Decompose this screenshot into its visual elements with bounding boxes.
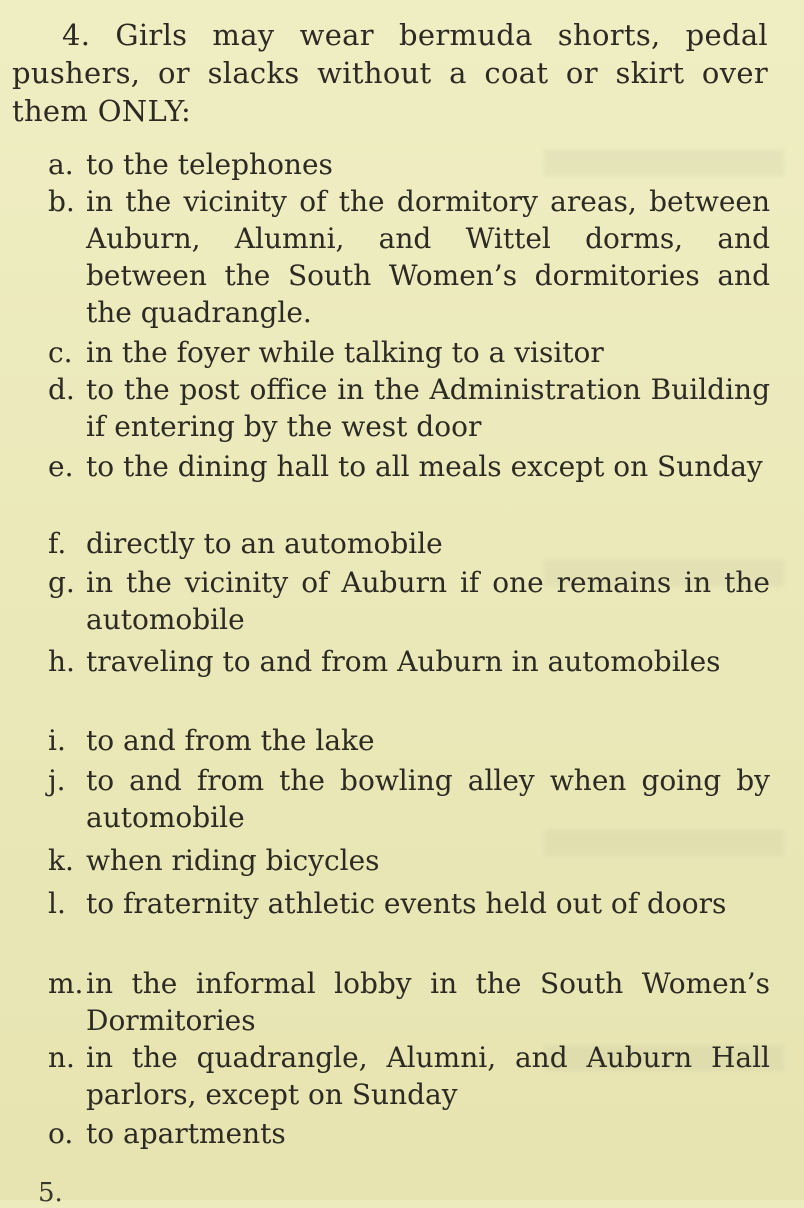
list-item-text: to and from the bowling alley when going by automobile — [86, 764, 770, 834]
list-item-text: in the foyer while talking to a visitor — [86, 336, 604, 369]
list-item-text: to apartments — [86, 1117, 286, 1150]
list-item — [48, 722, 770, 759]
rule-number: 4. — [62, 18, 91, 52]
list-marker: k. — [48, 844, 74, 877]
list-item-text: traveling to and from Auburn in automobiles — [86, 645, 721, 678]
list-item — [48, 564, 770, 638]
list-marker: j. — [48, 764, 66, 797]
heading-line-3: them ONLY: — [12, 94, 192, 128]
list-item-text: when riding bicycles — [86, 844, 380, 877]
list-marker: i. — [48, 724, 66, 757]
list-item — [48, 448, 770, 485]
list-marker: m. — [48, 967, 84, 1000]
list-item-text: directly to an automobile — [86, 527, 443, 560]
heading-line-2: pushers, or slacks without a coat or skirt over — [12, 56, 768, 90]
list-item-text: to the telephones — [86, 148, 333, 181]
list-item — [48, 643, 770, 680]
list-marker: a. — [48, 148, 74, 181]
list-item — [48, 146, 770, 183]
list-marker: l. — [48, 887, 66, 920]
heading-line-1: 4. Girls may wear bermuda shorts, pedal — [62, 18, 768, 52]
list-item-text: in the vicinity of Auburn if one remains in the automobile — [86, 566, 770, 636]
list-marker: o. — [48, 1117, 74, 1150]
list-item-text: in the vicinity of the dormitory areas, between Auburn, Alumni, and Wittel dorms, and between the South Women’s dormitories and the quadrangle. — [86, 185, 770, 329]
list-item — [48, 371, 770, 445]
rule-heading — [12, 16, 768, 130]
list-marker: d. — [48, 373, 75, 406]
list-marker: f. — [48, 527, 67, 560]
list-marker: b. — [48, 185, 75, 218]
list-item — [48, 842, 770, 879]
list-item-text: in the informal lobby in the South Women’s Dormitories — [86, 967, 770, 1037]
list-item — [48, 965, 770, 1039]
list-marker: n. — [48, 1041, 75, 1074]
list-item-text: to the post office in the Administration Building if entering by the west door — [86, 373, 770, 443]
list-marker: g. — [48, 566, 75, 599]
list-item-text: to fraternity athletic events held out of doors — [86, 887, 727, 920]
list-item — [48, 1039, 770, 1113]
list-marker: e. — [48, 450, 74, 483]
list-item — [48, 334, 770, 371]
list-item — [48, 183, 770, 331]
list-item-text: to and from the lake — [86, 724, 375, 757]
list-marker: h. — [48, 645, 75, 678]
list-item — [48, 1115, 770, 1152]
list-item-text: in the quadrangle, Alumni, and Auburn Hall parlors, except on Sunday — [86, 1041, 770, 1111]
list-item — [48, 885, 770, 922]
next-rule-number: 5. — [38, 1178, 63, 1208]
list-marker: c. — [48, 336, 73, 369]
list-item — [48, 762, 770, 836]
list-item — [48, 525, 770, 562]
list-item-text: to the dining hall to all meals except on Sunday — [86, 450, 763, 483]
